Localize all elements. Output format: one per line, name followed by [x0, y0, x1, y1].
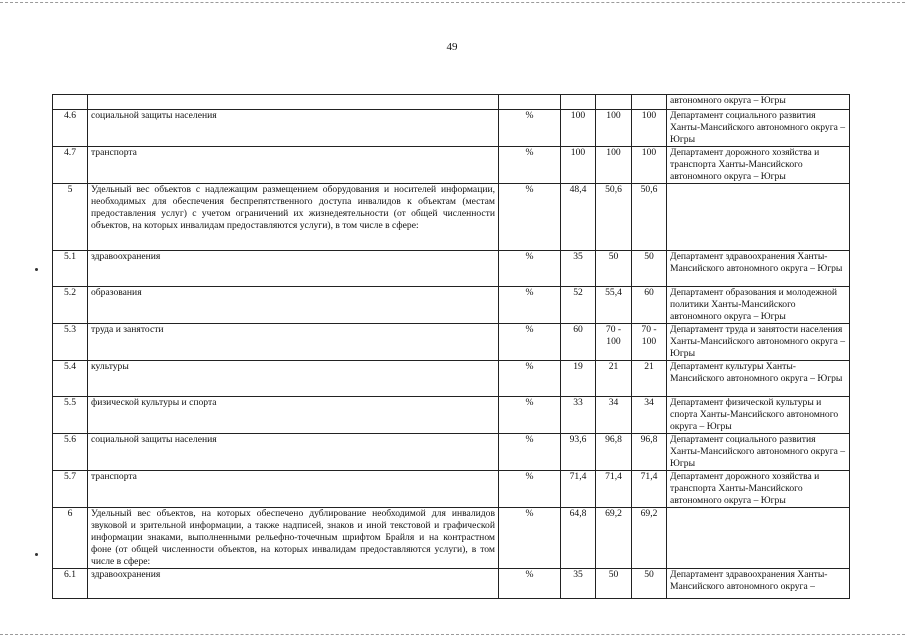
cell-number: 5: [53, 184, 88, 251]
cell-unit: %: [499, 324, 561, 361]
cell-indicator-name: транспорта: [88, 147, 499, 184]
table-row: [53, 184, 850, 251]
cell-number: 6: [53, 508, 88, 569]
cell-value-2: 96,8: [596, 434, 632, 471]
cell-indicator-name: Удельный вес объектов с надлежащим размещением оборудования и носителей информации, необходимых для обеспечения беспрепятственного доступа инвалидов к объектам (местам предоставления услуг) с учетом ограничений их жизнедеятельности (от общей численности объектов, на которых инвалидам предоставляются услуги), в том числе в сфере:: [88, 184, 499, 251]
cell-responsible: Департамент социального развития Ханты-Мансийского автономного округа – Югры: [667, 110, 850, 147]
cell-indicator-name: здравоохранения: [88, 569, 499, 599]
cell-value-2: 50: [596, 251, 632, 287]
cell-value-2: 100: [596, 110, 632, 147]
page-number: 49: [446, 41, 458, 53]
table-row: [53, 397, 850, 434]
scan-bottom-edge: [0, 634, 905, 635]
cell-value-1: 71,4: [561, 471, 596, 508]
cell-unit: %: [499, 147, 561, 184]
cell-value-1: 48,4: [561, 184, 596, 251]
cell-value-1: 19: [561, 361, 596, 397]
cell-number: 4.6: [53, 110, 88, 147]
cell-value-3: [632, 95, 667, 110]
cell-value-2: 71,4: [596, 471, 632, 508]
cell-responsible: [667, 508, 850, 569]
cell-value-2: 69,2: [596, 508, 632, 569]
scan-speck: [35, 268, 38, 271]
cell-indicator-name: [88, 95, 499, 110]
table-row: [53, 287, 850, 324]
table-row: [53, 110, 850, 147]
cell-number: [53, 95, 88, 110]
table-row: [53, 434, 850, 471]
table-row: [53, 95, 850, 110]
cell-value-1: 60: [561, 324, 596, 361]
cell-responsible: Департамент здравоохранения Ханты-Мансийского автономного округа –: [667, 569, 850, 599]
cell-value-2: 55,4: [596, 287, 632, 324]
cell-value-2: [596, 95, 632, 110]
cell-value-3: 50,6: [632, 184, 667, 251]
cell-unit: %: [499, 251, 561, 287]
cell-unit: %: [499, 569, 561, 599]
scan-speck: [35, 553, 38, 556]
cell-unit: %: [499, 184, 561, 251]
cell-indicator-name: социальной защиты населения: [88, 110, 499, 147]
cell-value-2: 70 - 100: [596, 324, 632, 361]
cell-value-3: 60: [632, 287, 667, 324]
cell-responsible: Департамент дорожного хозяйства и транспорта Ханты-Мансийского автономного округа – Югры: [667, 147, 850, 184]
cell-value-1: 35: [561, 251, 596, 287]
cell-responsible: Департамент социального развития Ханты-Мансийского автономного округа – Югры: [667, 434, 850, 471]
cell-number: 5.6: [53, 434, 88, 471]
cell-value-3: 50: [632, 251, 667, 287]
cell-unit: %: [499, 361, 561, 397]
cell-unit: %: [499, 434, 561, 471]
cell-value-1: 100: [561, 110, 596, 147]
cell-indicator-name: социальной защиты населения: [88, 434, 499, 471]
cell-value-2: 50,6: [596, 184, 632, 251]
cell-value-1: 33: [561, 397, 596, 434]
cell-value-1: 100: [561, 147, 596, 184]
cell-number: 5.1: [53, 251, 88, 287]
cell-value-1: 35: [561, 569, 596, 599]
cell-unit: [499, 95, 561, 110]
cell-responsible: [667, 184, 850, 251]
indicator-table: [52, 94, 850, 599]
cell-responsible: Департамент физической культуры и спорта Ханты-Мансийского автономного округа – Югры: [667, 397, 850, 434]
cell-responsible: Департамент культуры Ханты-Мансийского автономного округа – Югры: [667, 361, 850, 397]
table-row: [53, 361, 850, 397]
table-row: [53, 508, 850, 569]
cell-number: 5.5: [53, 397, 88, 434]
scan-top-edge: [0, 2, 905, 3]
cell-indicator-name: Удельный вес объектов, на которых обеспечено дублирование необходимой для инвалидов звуковой и зрительной информации, а также надписей, знаков и иной текстовой и графической информации знаками, выполненными рельефно-точечным шрифтом Брайля и на контрастном фоне (от общей численности объектов, на которых инвалидам предоставляются услуги), в том числе в сфере:: [88, 508, 499, 569]
cell-value-3: 71,4: [632, 471, 667, 508]
cell-indicator-name: здравоохранения: [88, 251, 499, 287]
cell-value-3: 70 - 100: [632, 324, 667, 361]
cell-unit: %: [499, 508, 561, 569]
cell-indicator-name: труда и занятости: [88, 324, 499, 361]
cell-value-1: 93,6: [561, 434, 596, 471]
cell-indicator-name: образования: [88, 287, 499, 324]
cell-value-2: 21: [596, 361, 632, 397]
cell-number: 4.7: [53, 147, 88, 184]
cell-number: 5.3: [53, 324, 88, 361]
cell-value-2: 100: [596, 147, 632, 184]
table-row: [53, 251, 850, 287]
cell-value-1: [561, 95, 596, 110]
cell-unit: %: [499, 287, 561, 324]
cell-unit: %: [499, 110, 561, 147]
cell-indicator-name: физической культуры и спорта: [88, 397, 499, 434]
cell-number: 6.1: [53, 569, 88, 599]
table-row: [53, 569, 850, 599]
cell-number: 5.7: [53, 471, 88, 508]
cell-indicator-name: транспорта: [88, 471, 499, 508]
table-row: [53, 324, 850, 361]
cell-responsible: Департамент труда и занятости населения Ханты-Мансийского автономного округа – Югры: [667, 324, 850, 361]
cell-value-1: 64,8: [561, 508, 596, 569]
cell-value-3: 96,8: [632, 434, 667, 471]
cell-value-3: 100: [632, 147, 667, 184]
cell-value-2: 34: [596, 397, 632, 434]
cell-indicator-name: культуры: [88, 361, 499, 397]
cell-value-3: 21: [632, 361, 667, 397]
cell-number: 5.2: [53, 287, 88, 324]
cell-responsible: Департамент образования и молодежной политики Ханты-Мансийского автономного округа – Югры: [667, 287, 850, 324]
table-body: [53, 95, 850, 599]
cell-value-3: 100: [632, 110, 667, 147]
cell-value-1: 52: [561, 287, 596, 324]
cell-unit: %: [499, 471, 561, 508]
cell-value-3: 34: [632, 397, 667, 434]
cell-responsible: автономного округа – Югры: [667, 95, 850, 110]
cell-value-3: 50: [632, 569, 667, 599]
cell-value-3: 69,2: [632, 508, 667, 569]
table-row: [53, 471, 850, 508]
cell-number: 5.4: [53, 361, 88, 397]
cell-value-2: 50: [596, 569, 632, 599]
table-row: [53, 147, 850, 184]
cell-unit: %: [499, 397, 561, 434]
cell-responsible: Департамент здравоохранения Ханты-Мансийского автономного округа – Югры: [667, 251, 850, 287]
cell-responsible: Департамент дорожного хозяйства и транспорта Ханты-Мансийского автономного округа – Югры: [667, 471, 850, 508]
